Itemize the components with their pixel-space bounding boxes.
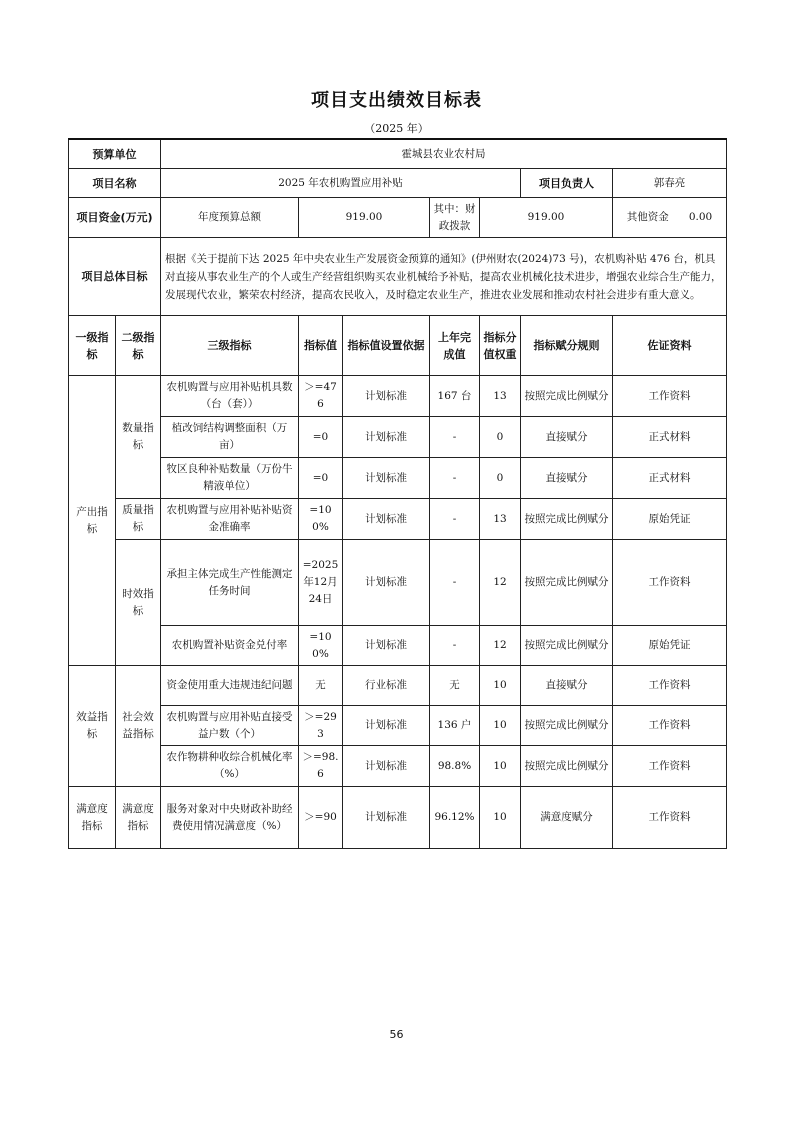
group-satisfaction-sub: 满意度指标 <box>116 787 161 849</box>
indicator-value: =0 <box>299 458 343 499</box>
indicator-last-year: - <box>430 458 480 499</box>
indicator-name: 牧区良种补贴数量（万份牛精液单位） <box>161 458 299 499</box>
indicator-last-year: - <box>430 626 480 666</box>
row-project-fund <box>69 198 727 238</box>
budget-unit-label: 预算单位 <box>69 139 161 169</box>
col-header-last-year: 上年完成值 <box>430 316 480 376</box>
table-row <box>69 376 727 417</box>
indicator-last-year: 98.8% <box>430 746 480 787</box>
indicator-basis: 计划标准 <box>343 499 430 540</box>
indicator-evidence: 原始凭证 <box>613 499 727 540</box>
indicator-rule: 按照完成比例赋分 <box>521 626 613 666</box>
indicator-name: 植改饲结构调整面积（万亩） <box>161 417 299 458</box>
project-name-value: 2025 年农机购置应用补贴 <box>161 169 521 198</box>
indicator-evidence: 工作资料 <box>613 787 727 849</box>
project-leader-value: 郭春亮 <box>613 169 727 198</box>
indicator-evidence: 正式材料 <box>613 417 727 458</box>
row-overall-goal <box>69 238 727 316</box>
table-row <box>69 540 727 626</box>
indicator-name: 服务对象对中央财政补助经费使用情况满意度（%） <box>161 787 299 849</box>
indicator-weight: 12 <box>480 540 521 626</box>
indicator-value: ＞=98.6 <box>299 746 343 787</box>
indicator-value: =100% <box>299 499 343 540</box>
indicator-evidence: 工作资料 <box>613 376 727 417</box>
indicator-weight: 10 <box>480 706 521 746</box>
overall-goal-text: 根据《关于提前下达 2025 年中央农业生产发展资金预算的通知》(伊州财农(2024)73 号)，农机购补贴 476 台，机具对直接从事农业生产的个人或生产经营组织购买农业机械给予补贴，提高农业机械化技术进步，增强农业综合生产能力，发展现代农业，繁荣农村经济，提高农民收入，及时稳定农业生产，推进农业发展和推动农村社会进步有重大意义。 <box>161 238 727 316</box>
col-header-evidence: 佐证资料 <box>613 316 727 376</box>
indicator-rule: 直接赋分 <box>521 666 613 706</box>
indicator-evidence: 工作资料 <box>613 706 727 746</box>
indicator-evidence: 原始凭证 <box>613 626 727 666</box>
indicator-rule: 按照完成比例赋分 <box>521 376 613 417</box>
indicator-last-year: - <box>430 540 480 626</box>
group-output: 产出指标 <box>69 376 116 666</box>
indicator-evidence: 工作资料 <box>613 540 727 626</box>
indicator-value: 无 <box>299 666 343 706</box>
indicator-rule: 按照完成比例赋分 <box>521 746 613 787</box>
table-row <box>69 499 727 540</box>
indicator-name: 农机购置与应用补贴补贴资金准确率 <box>161 499 299 540</box>
indicator-weight: 12 <box>480 626 521 666</box>
indicator-basis: 计划标准 <box>343 458 430 499</box>
fiscal-allocation-label: 其中：财政拨款 <box>430 198 480 238</box>
group-benefit: 效益指标 <box>69 666 116 787</box>
indicator-name: 农机购置与应用补贴机具数（台（套）） <box>161 376 299 417</box>
indicator-basis: 行业标准 <box>343 666 430 706</box>
indicator-basis: 计划标准 <box>343 376 430 417</box>
indicator-last-year: 167 台 <box>430 376 480 417</box>
indicator-weight: 10 <box>480 666 521 706</box>
indicator-last-year: - <box>430 417 480 458</box>
table-row <box>69 746 727 787</box>
indicator-rule: 按照完成比例赋分 <box>521 540 613 626</box>
col-header-basis: 指标值设置依据 <box>343 316 430 376</box>
indicator-rule: 按照完成比例赋分 <box>521 706 613 746</box>
indicator-value: =100% <box>299 626 343 666</box>
indicator-basis: 计划标准 <box>343 540 430 626</box>
indicator-name: 农机购置与应用补贴直接受益户数（个） <box>161 706 299 746</box>
table-row <box>69 626 727 666</box>
indicator-name: 农作物耕种收综合机械化率（%） <box>161 746 299 787</box>
budget-unit-value: 霍城县农业农村局 <box>161 139 727 169</box>
indicator-weight: 13 <box>480 499 521 540</box>
group-time: 时效指标 <box>116 540 161 666</box>
row-budget-unit <box>69 139 727 169</box>
indicator-value: ＞=476 <box>299 376 343 417</box>
table-row <box>69 787 727 849</box>
indicator-name: 承担主体完成生产性能测定任务时间 <box>161 540 299 626</box>
indicator-weight: 13 <box>480 376 521 417</box>
indicator-weight: 0 <box>480 417 521 458</box>
project-leader-label: 项目负责人 <box>521 169 613 198</box>
col-header-value: 指标值 <box>299 316 343 376</box>
other-funds-value <box>613 198 727 238</box>
group-quality: 质量指标 <box>116 499 161 540</box>
indicator-basis: 计划标准 <box>343 706 430 746</box>
group-social: 社会效益指标 <box>116 666 161 787</box>
indicator-value: ＞=90 <box>299 787 343 849</box>
indicator-weight: 10 <box>480 746 521 787</box>
indicator-evidence: 正式材料 <box>613 458 727 499</box>
indicator-value: =2025年12月24日 <box>299 540 343 626</box>
page-number: 56 <box>389 1028 404 1041</box>
year-label: （2025 年） <box>364 122 429 135</box>
col-header-level1: 一级指标 <box>69 316 116 376</box>
project-fund-label: 项目资金(万元) <box>69 198 161 238</box>
annual-budget-value: 919.00 <box>299 198 430 238</box>
fiscal-allocation-value: 919.00 <box>480 198 613 238</box>
indicator-basis: 计划标准 <box>343 746 430 787</box>
indicator-rule: 直接赋分 <box>521 417 613 458</box>
indicator-last-year: 136 户 <box>430 706 480 746</box>
overall-goal-label: 项目总体目标 <box>69 238 161 316</box>
group-satisfaction: 满意度指标 <box>69 787 116 849</box>
indicator-weight: 10 <box>480 787 521 849</box>
col-header-weight: 指标分值权重 <box>480 316 521 376</box>
col-header-rule: 指标赋分规则 <box>521 316 613 376</box>
indicator-evidence: 工作资料 <box>613 666 727 706</box>
row-project-name <box>69 169 727 198</box>
table-row <box>69 666 727 706</box>
indicator-last-year: - <box>430 499 480 540</box>
indicator-rule: 直接赋分 <box>521 458 613 499</box>
other-funds-label: 其他资金 <box>626 211 669 223</box>
indicator-basis: 计划标准 <box>343 626 430 666</box>
indicator-rule: 按照完成比例赋分 <box>521 499 613 540</box>
row-column-headers <box>69 316 727 376</box>
indicator-value: ＞=293 <box>299 706 343 746</box>
table-row <box>69 706 727 746</box>
table-row <box>69 417 727 458</box>
indicator-name: 农机购置补贴资金兑付率 <box>161 626 299 666</box>
indicator-value: =0 <box>299 417 343 458</box>
indicator-last-year: 96.12% <box>430 787 480 849</box>
col-header-level3: 三级指标 <box>161 316 299 376</box>
indicator-weight: 0 <box>480 458 521 499</box>
project-name-label: 项目名称 <box>69 169 161 198</box>
indicator-last-year: 无 <box>430 666 480 706</box>
indicator-basis: 计划标准 <box>343 417 430 458</box>
other-funds-amount: 0.00 <box>688 211 713 223</box>
page-title: 项目支出绩效目标表 <box>311 90 482 111</box>
annual-budget-label: 年度预算总额 <box>161 198 299 238</box>
indicator-name: 资金使用重大违规违纪问题 <box>161 666 299 706</box>
performance-table <box>68 138 727 849</box>
col-header-level2: 二级指标 <box>116 316 161 376</box>
table-row <box>69 458 727 499</box>
indicator-rule: 满意度赋分 <box>521 787 613 849</box>
group-quantity: 数量指标 <box>116 376 161 499</box>
indicator-basis: 计划标准 <box>343 787 430 849</box>
indicator-evidence: 工作资料 <box>613 746 727 787</box>
